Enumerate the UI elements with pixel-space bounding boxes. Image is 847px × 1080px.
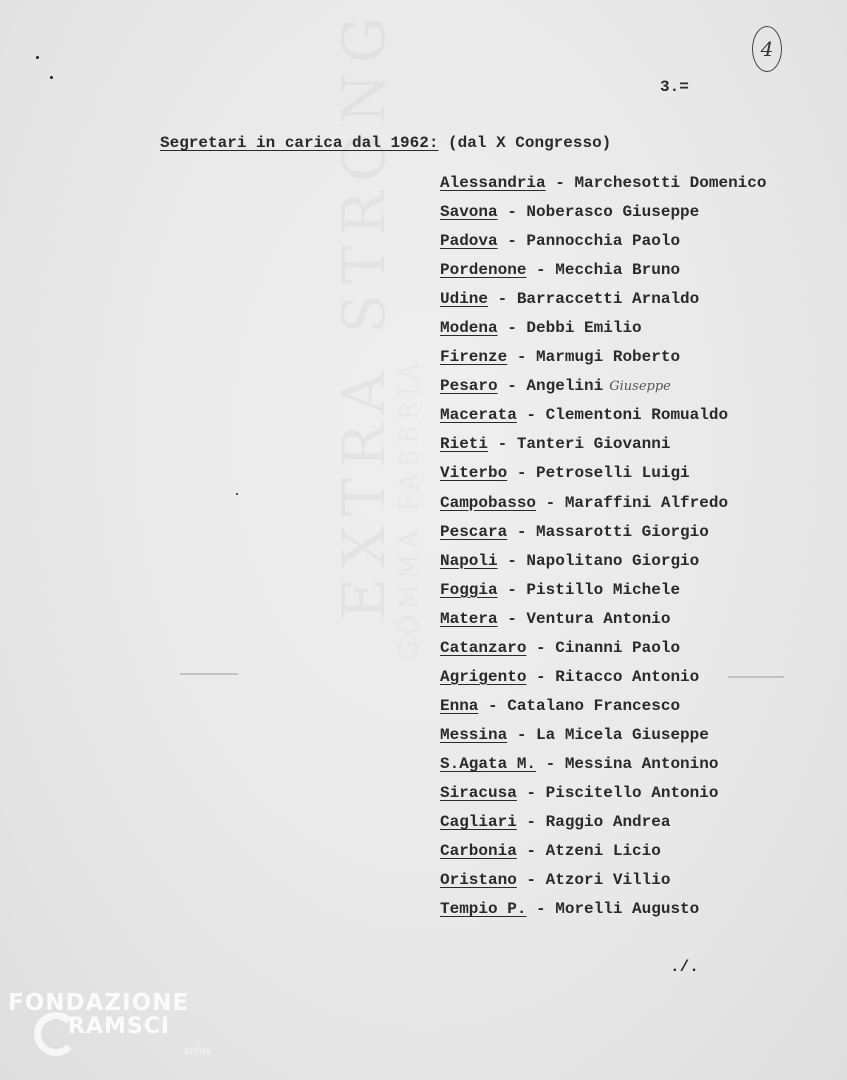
speck: [236, 493, 238, 495]
city-name: Siracusa: [440, 783, 517, 802]
secretary-name: Atzeni Licio: [545, 842, 661, 861]
list-item: S.Agata M. - Messina Antonino: [440, 754, 719, 773]
secretary-name: Messina Antonino: [564, 754, 719, 773]
secretary-name: Ritacco Antonio: [555, 667, 700, 686]
secretary-name: Piscitello Antonio: [545, 783, 719, 802]
logo-line1: FONDAZIONE: [8, 990, 190, 1016]
secretary-name: Napolitano Giorgio: [526, 551, 700, 570]
city-name: Pescara: [440, 522, 508, 541]
list-item: Alessandria - Marchesotti Domenico: [440, 174, 767, 192]
list-item: Viterbo - Petroselli Luigi: [440, 464, 690, 483]
secretary-name: Debbi Emilio: [526, 319, 642, 338]
secretary-name: Maraffini Alfredo: [564, 493, 729, 512]
list-item: Catanzaro - Cinanni Paolo: [440, 638, 681, 657]
typed-page-reference: 3.=: [660, 78, 689, 96]
secretary-name: Pistillo Michele: [526, 580, 681, 599]
paper-watermark-secondary: GOMMA FABBRIA: [395, 356, 423, 660]
secretary-name: Atzori Villio: [545, 871, 671, 890]
list-item: Firenze - Marmugi Roberto: [440, 348, 681, 367]
list-item: Macerata - Clementoni Romualdo: [440, 406, 729, 425]
list-item: Pesaro - Angelini Giuseppe: [440, 377, 671, 396]
list-item: Cagliari - Raggio Andrea: [440, 813, 671, 832]
city-name: Pordenone: [440, 261, 527, 280]
faint-mark: [180, 673, 238, 675]
city-name: Enna: [440, 696, 479, 715]
list-item: Enna - Catalano Francesco: [440, 696, 681, 715]
city-name: Foggia: [440, 580, 498, 599]
city-name: Campobasso: [440, 493, 537, 512]
city-name: Macerata: [440, 406, 517, 425]
secretary-name: Clementoni Romualdo: [545, 406, 729, 425]
city-name: Carbonia: [440, 842, 517, 861]
secretary-name: Cinanni Paolo: [555, 638, 681, 657]
city-name: Cagliari: [440, 813, 517, 832]
secretary-name: Massarotti Giorgio: [536, 522, 709, 541]
list-item: Padova - Pannocchia Paolo: [440, 232, 681, 251]
secretary-name: Catalano Francesco: [507, 696, 681, 715]
secretary-name: Petroselli Luigi: [536, 464, 690, 483]
secretary-name: Barraccetti Arnaldo: [516, 290, 700, 309]
list-item: Oristano - Atzori Villio: [440, 871, 671, 890]
city-name: Matera: [440, 609, 498, 628]
secretary-name: Marmugi Roberto: [536, 348, 681, 367]
city-name: Oristano: [440, 871, 517, 890]
list-item: Modena - Debbi Emilio: [440, 319, 642, 338]
city-name: Pesaro: [440, 377, 498, 396]
city-name: Agrigento: [440, 667, 527, 686]
faint-mark: [728, 676, 784, 678]
secretary-name: Pannocchia Paolo: [526, 232, 681, 251]
city-name: Firenze: [440, 348, 508, 367]
speck: [36, 56, 39, 59]
list-item: Siracusa - Piscitello Antonio: [440, 783, 719, 802]
logo-g-icon: [34, 1012, 78, 1056]
list-item: Tempio P. - Morelli Augusto: [440, 900, 700, 919]
city-name: Alessandria: [440, 174, 546, 192]
end-of-page-mark: ./.: [670, 958, 699, 976]
logo-sub: onlus: [184, 1046, 211, 1057]
city-name: Modena: [440, 319, 498, 338]
speck: [50, 76, 53, 79]
city-name: Messina: [440, 725, 508, 744]
fondazione-gramsci-logo: [8, 990, 218, 1070]
list-item: Matera - Ventura Antonio: [440, 609, 671, 628]
secretary-name: Mecchia Bruno: [555, 261, 681, 280]
list-item: Campobasso - Maraffini Alfredo: [440, 493, 729, 512]
city-name: Udine: [440, 290, 489, 309]
list-item: Carbonia - Atzeni Licio: [440, 842, 661, 861]
secretaries-list: [440, 172, 766, 927]
list-item: Napoli - Napolitano Giorgio: [440, 551, 700, 570]
city-name: S.Agata M.: [440, 754, 537, 773]
city-name: Viterbo: [440, 464, 508, 483]
handwritten-annotation: Giuseppe: [609, 379, 671, 395]
secretary-name: Marchesotti Domenico: [574, 174, 767, 192]
city-name: Padova: [440, 232, 498, 251]
document-heading: [160, 134, 611, 152]
paper-watermark: EXTRA STRONG: [330, 6, 398, 620]
secretary-name: Raggio Andrea: [545, 813, 671, 832]
secretary-name: Noberasco Giuseppe: [526, 203, 700, 222]
city-name: Catanzaro: [440, 638, 527, 657]
heading-rest: (dal X Congresso): [438, 134, 612, 152]
city-name: Napoli: [440, 551, 498, 570]
secretary-name: Angelini: [526, 377, 604, 396]
list-item: Foggia - Pistillo Michele: [440, 580, 681, 599]
list-item: Pordenone - Mecchia Bruno: [440, 261, 681, 280]
secretary-name: La Micela Giuseppe: [536, 725, 709, 744]
city-name: Tempio P.: [440, 900, 527, 919]
list-item: Rieti - Tanteri Giovanni: [440, 435, 671, 454]
handwritten-page-number: 4: [752, 26, 782, 72]
secretary-name: Tanteri Giovanni: [516, 435, 671, 454]
city-name: Savona: [440, 203, 498, 222]
list-item: Pescara - Massarotti Giorgio: [440, 522, 709, 541]
list-item: Agrigento - Ritacco Antonio: [440, 667, 700, 686]
logo-line2: RAMSCI: [68, 1014, 171, 1039]
secretary-name: Ventura Antonio: [526, 609, 671, 628]
list-item: Udine - Barraccetti Arnaldo: [440, 290, 700, 309]
city-name: Rieti: [440, 435, 489, 454]
heading-underlined-part: Segretari in carica dal 1962:: [160, 134, 439, 152]
list-item: Messina - La Micela Giuseppe: [440, 725, 709, 744]
secretary-name: Morelli Augusto: [555, 900, 700, 919]
list-item: Savona - Noberasco Giuseppe: [440, 203, 700, 222]
